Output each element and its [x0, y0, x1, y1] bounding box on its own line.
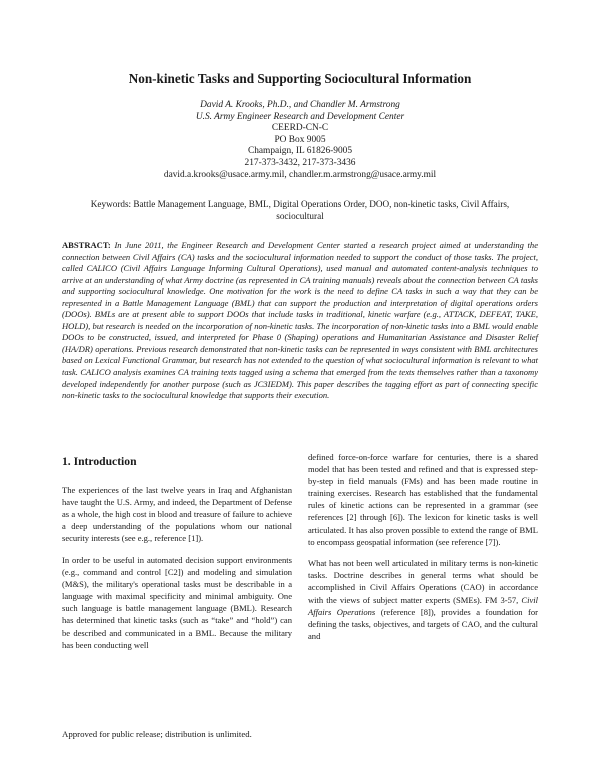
right-column [308, 451, 538, 651]
paragraph-text: What has not been well articulated in military terms is non-kinetic tasks. Doctrine describes in general terms what should be accomplished in Civil Affairs Operations (CAO) in accordance with the views of subject matter experts (SMEs). FM 3-57, [308, 558, 538, 605]
distribution-footer: Approved for public release; distribution is unlimited. [62, 729, 252, 739]
left-column [62, 455, 292, 660]
body-paragraph: In order to be useful in automated decision support environments (e.g., command and control [C2]) and modeling and simulation (M&S), the military's operational tasks must be describable in a language with maximal specificity and minimal ambiguity. One such language is battle management language (BML). Research has determined that kinetic tasks (such as “take” and “hold”) can be described and communicated in a BML. Because the military has been conducting well [62, 554, 292, 650]
paper-title: Non-kinetic Tasks and Supporting Sociocultural Information [128, 71, 472, 86]
address-line: PO Box 9005 [274, 134, 326, 145]
abstract-text: In June 2011, the Engineer Research and Development Center started a research project aimed at understanding the connection between Civil Affairs (CA) tasks and the sociocultural information needed to support the conduct of those tasks. The project, called CALICO (Civil Affairs Language Informing Cultural Operations), used manual and automated content-analysis techniques to arrive at an understanding of what Army doctrine (as represented in CA training manuals) reveals about the connection between CA tasks and supporting sociocultural knowledge. One motivation for the work is the need to define CA tasks in such a way that they can be represented in a Battle Management Language (BML) that can support the production and interpretation of digital operations orders (DOOs). BMLs are at present able to support DOOs that include tasks in traditional, kinetic warfare (e.g., ATTACK, DEFEAT, TAKE, HOLD), but research is needed on the incorporation of non-kinetic tasks. The incorporation of non-kinetic tasks into a BML would enable DOOs to be constructed, issued, and interpreted for Phase 0 (Shaping) operations and Humanitarian Assistance and Disaster Relief (HA/DR) operations. Previous research demonstrated that non-kinetic tasks can be represented in ways consistent with BML architectures based on Lexical Functional Grammar, but research has not extended to the question of what sociocultural information is relevant to what task. CALICO analysis examines CA training texts tagged using a schema that emerged from the texts themselves rather than a taxonomy developed independently for another purpose (such as JC3IEDM). This paper describes the tagging effort as part of connecting specific non-kinetic tasks to the sociocultural knowledge that supports their execution. [62, 240, 538, 401]
abstract-label: ABSTRACT: [62, 240, 111, 250]
author-names: David A. Krooks, Ph.D., and Chandler M. Armstrong [200, 100, 400, 110]
author-affiliation: U.S. Army Engineer Research and Development Center [195, 111, 405, 122]
address-line: Champaign, IL 61826-9005 [247, 146, 353, 157]
author-emails: david.a.krooks@usace.army.mil, chandler.m.armstrong@usace.army.mil [163, 169, 437, 180]
address-line: CEERD-CN-C [271, 123, 329, 134]
keywords: Keywords: Battle Management Language, BML, Digital Operations Order, DOO, non-kinetic tasks, Civil Affairs, sociocultural [90, 199, 510, 221]
body-paragraph [308, 557, 538, 642]
author-block [80, 100, 520, 181]
abstract [62, 240, 538, 402]
body-paragraph: The experiences of the last twelve years in Iraq and Afghanistan have taught the U.S. Army, and indeed, the Department of Defense as a whole, the high cost in blood and treasure of failure to achieve a deep understanding of the populations whom our national security interests (see e.g., reference [1]). [62, 485, 292, 544]
cited-title: Civil Affairs Operations [308, 594, 538, 617]
address-line: 217-373-3432, 217-373-3436 [244, 157, 356, 168]
body-paragraph: defined force-on-force warfare for centuries, there is a shared model that has been tested and refined and that is expressed step-by-step in field manuals (FMs) and has been made routine in training exercises. Research has established that the fundamental rules of kinetic actions can be represented in a grammar (see references [2] through [6]). The lexicon for kinetic tasks is well articulated. It has also proven possible to extend the range of BML to encompass geospatial information (see reference [7]). [308, 452, 538, 547]
paragraph-text: (reference [8]), provides a foundation for defining the tasks, objectives, and targets of CAO, and the cultural and [308, 606, 538, 641]
section-heading: 1. Introduction [62, 455, 137, 468]
